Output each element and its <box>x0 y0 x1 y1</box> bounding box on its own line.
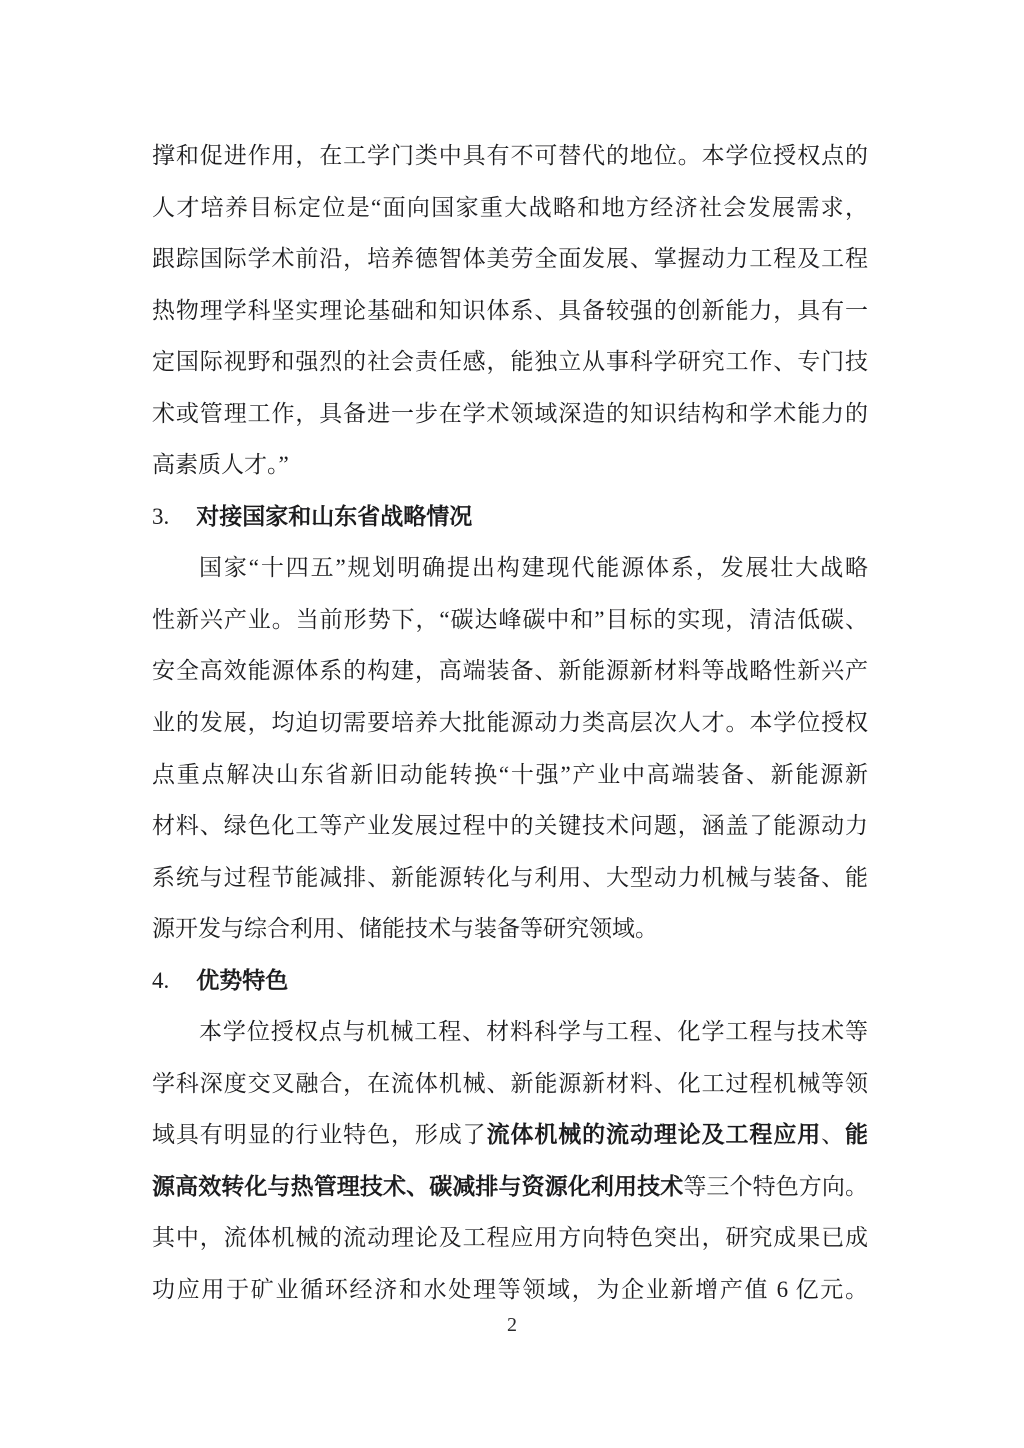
text-segment: 业的发展，均迫切需要培养大批能源动力类高层次人才。本学位授权 <box>152 710 868 736</box>
text-segment: 材料、绿色化工等产业发展过程中的关键技术问题，涵盖了能源动力 <box>152 813 868 839</box>
text-line <box>152 1109 868 1161</box>
heading-number: 4. <box>152 967 170 993</box>
text-line <box>152 285 868 337</box>
text-segment: 域具有明显的行业特色，形成了 <box>152 1122 487 1148</box>
text-line <box>152 1058 868 1110</box>
heading-title: 对接国家和山东省战略情况 <box>196 503 473 529</box>
text-segment: 本学位授权点与机械工程、材料科学与工程、化学工程与技术等 <box>199 1019 868 1045</box>
text-segment: 源开发与综合利用、储能技术与装备等研究领域。 <box>152 916 658 942</box>
text-line <box>152 852 868 904</box>
text-segment: 学科深度交叉融合，在流体机械、新能源新材料、化工过程机械等领 <box>152 1070 868 1096</box>
text-segment: 人才培养目标定位是“面向国家重大战略和地方经济社会发展需求， <box>152 194 868 220</box>
text-line <box>152 594 868 646</box>
text-line <box>152 130 868 182</box>
text-line <box>152 1161 868 1213</box>
text-line <box>152 182 868 234</box>
text-line <box>152 336 868 388</box>
text-segment: 撑和促进作用，在工学门类中具有不可替代的地位。本学位授权点的 <box>152 143 868 168</box>
section-heading <box>152 491 868 543</box>
text-segment: 跟踪国际学术前沿，培养德智体美劳全面发展、掌握动力工程及工程 <box>152 246 868 272</box>
text-segment: 系统与过程节能减排、新能源转化与利用、大型动力机械与装备、能 <box>152 864 868 890</box>
text-segment: 热物理学科坚实理论基础和知识体系、具备较强的创新能力，具有一 <box>152 297 868 323</box>
text-line <box>152 903 868 955</box>
text-segment: 安全高效能源体系的构建，高端装备、新能源新材料等战略性新兴产 <box>152 658 868 684</box>
bold-text-segment: 能 <box>845 1122 869 1148</box>
heading-number: 3. <box>152 503 170 529</box>
text-segment: 高素质人才。” <box>152 452 289 478</box>
text-line <box>152 233 868 285</box>
text-segment: 定国际视野和强烈的社会责任感，能独立从事科学研究工作、专门技 <box>152 349 868 375</box>
text-segment: 点重点解决山东省新旧动能转换“十强”产业中高端装备、新能源新 <box>152 761 868 787</box>
text-line <box>152 439 868 491</box>
text-line <box>152 697 868 749</box>
text-line <box>152 800 868 852</box>
text-segment: 等三个特色方向。 <box>683 1173 869 1199</box>
text-line <box>152 388 868 440</box>
text-line <box>152 645 868 697</box>
page-number: 2 <box>507 1314 517 1336</box>
text-segment: 功应用于矿业循环经济和水处理等领域，为企业新增产值 6 亿元。 <box>152 1277 868 1303</box>
text-segment: 性新兴产业。当前形势下，“碳达峰碳中和”目标的实现，清洁低碳、 <box>152 606 868 632</box>
text-line <box>152 1212 868 1264</box>
text-line <box>152 1006 868 1058</box>
document-content <box>152 130 868 1316</box>
text-segment: 国家“十四五”规划明确提出构建现代能源体系，发展壮大战略 <box>199 555 868 581</box>
text-line <box>152 749 868 801</box>
heading-title: 优势特色 <box>196 967 289 993</box>
text-line <box>152 1264 868 1316</box>
text-segment: 、 <box>821 1122 846 1148</box>
bold-text-segment: 流体机械的流动理论及工程应用 <box>486 1122 822 1148</box>
text-line <box>152 542 868 594</box>
section-heading <box>152 955 868 1007</box>
text-segment: 术或管理工作，具备进一步在学术领域深造的知识结构和学术能力的 <box>152 400 868 426</box>
text-segment: 其中，流体机械的流动理论及工程应用方向特色突出，研究成果已成 <box>152 1225 868 1251</box>
bold-text-segment: 源高效转化与热管理技术、碳减排与资源化利用技术 <box>152 1173 684 1199</box>
